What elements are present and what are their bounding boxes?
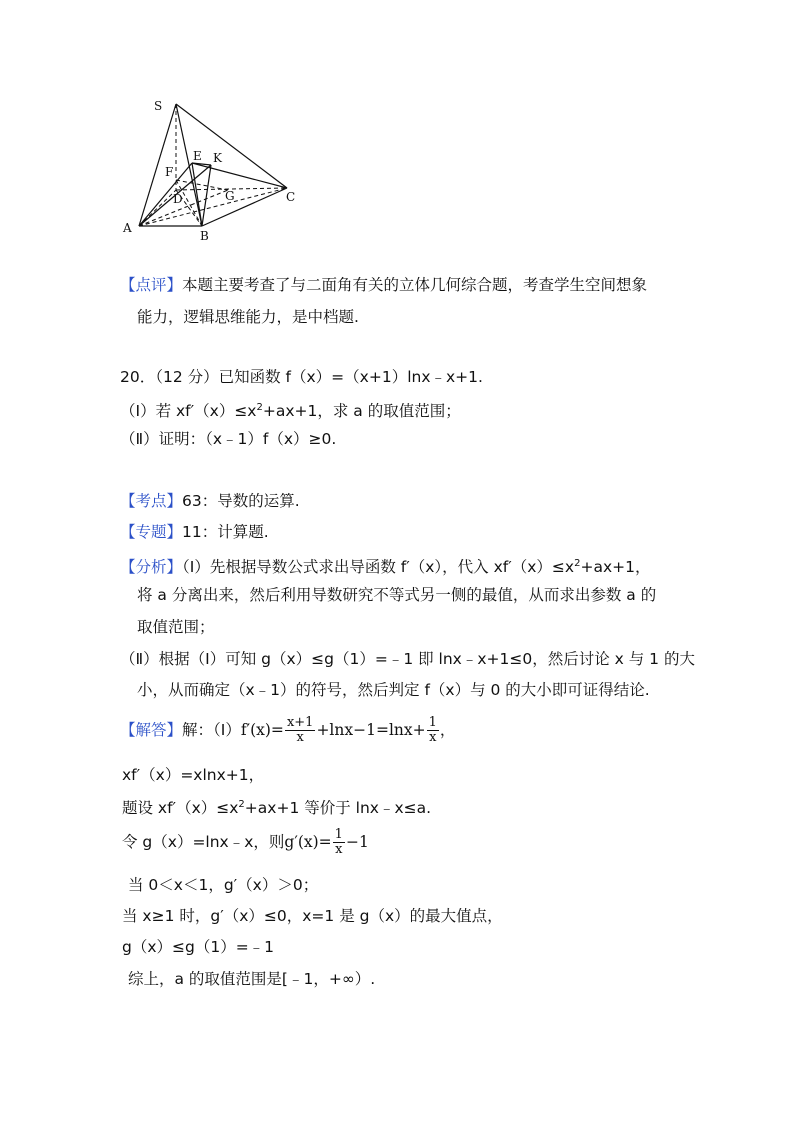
jieda-line-4: 令 g（x）=lnx﹣x，则g′(x)= $\frac{1}{x}$ −1 — [122, 827, 369, 857]
edge-EC — [192, 163, 287, 188]
jieda-line-1: 【解答】解：（Ⅰ）f′(x)= $\frac{x+1}{x}$ +lnx−1=lnx+ $\frac{1}{x}$ ， — [120, 715, 456, 745]
jieda-line-7: g（x）≤g（1）=﹣1 — [122, 938, 275, 956]
label-D: D — [173, 192, 183, 206]
fraction-x-plus-1-over-x: $\frac{x+1}{x}$ — [286, 715, 314, 745]
fenxi-line-5: 小，从而确定（x﹣1）的符号，然后判定 f（x）与 0 的大小即可证得结论. — [137, 681, 650, 699]
zhuanti-tag: 【专题】 — [120, 523, 183, 541]
kaodian-line: 【考点】63：导数的运算. — [120, 492, 300, 510]
label-S: S — [154, 99, 163, 113]
fenxi-line-3: 取值范围； — [137, 618, 215, 636]
jieda-line-8: 综上，a 的取值范围是[﹣1，+∞）. — [128, 970, 376, 988]
jieda-line-2: xf′（x）=xlnx+1， — [122, 766, 265, 784]
review-line-2: 能力，逻辑思维能力，是中档题. — [137, 308, 359, 326]
zhuanti-line: 【专题】11：计算题. — [120, 523, 269, 541]
jieda-line-5: 当 0＜x＜1，g′（x）＞0； — [128, 876, 319, 894]
review-tag: 【点评】 — [120, 276, 183, 294]
fenxi-line-4: （Ⅱ）根据（Ⅰ）可知 g（x）≤g（1）=﹣1 即 lnx﹣x+1≤0，然后讨论 x 与 1 的大 — [120, 650, 695, 668]
fraction-1-over-x: $\frac{1}{x}$ — [428, 715, 437, 745]
label-F: F — [165, 165, 174, 179]
label-B: B — [200, 229, 209, 243]
pyramid-figure — [0, 0, 800, 250]
kaodian-tag: 【考点】 — [120, 492, 183, 510]
fenxi-line-1: 【分析】（Ⅰ）先根据导数公式求出导函数 f′（x），代入 $xf'(x)\le x^2+ax+1$， — [120, 558, 651, 577]
fenxi-tag: 【分析】 — [120, 558, 183, 577]
jieda-line-6: 当 x≥1 时，g′（x）≤0，x=1 是 g（x）的最大值点， — [122, 907, 503, 925]
problem-stem: 20．（12 分）已知函数 f（x）=（x+1）lnx﹣x+1. — [120, 368, 483, 386]
jieda-tag: 【解答】 — [120, 721, 183, 739]
jieda-line-3: 题设 $xf'(x)\le x^2+ax+1$ 等价于 lnx﹣x≤a. — [122, 799, 432, 818]
problem-part-2: （Ⅱ）证明：（x﹣1）f（x）≥0. — [120, 430, 337, 448]
label-C: C — [286, 190, 296, 204]
label-G: G — [225, 189, 235, 203]
fraction-1-over-x-2: $\frac{1}{x}$ — [334, 827, 343, 857]
review-line-1: 【点评】本题主要考查了与二面角有关的立体几何综合题，考查学生空间想象 — [120, 276, 648, 294]
label-E: E — [193, 149, 202, 163]
edge-SC — [176, 104, 287, 188]
fenxi-line-2: 将 a 分离出来，然后利用导数研究不等式另一侧的最值，从而求出参数 a 的 — [137, 586, 657, 604]
label-K: K — [213, 151, 222, 165]
edge-KB — [202, 165, 211, 226]
label-A: A — [123, 221, 132, 235]
problem-part-1: （Ⅰ）若 $xf'(x)\le x^2+ax+1$，求 a 的取值范围； — [120, 402, 461, 421]
